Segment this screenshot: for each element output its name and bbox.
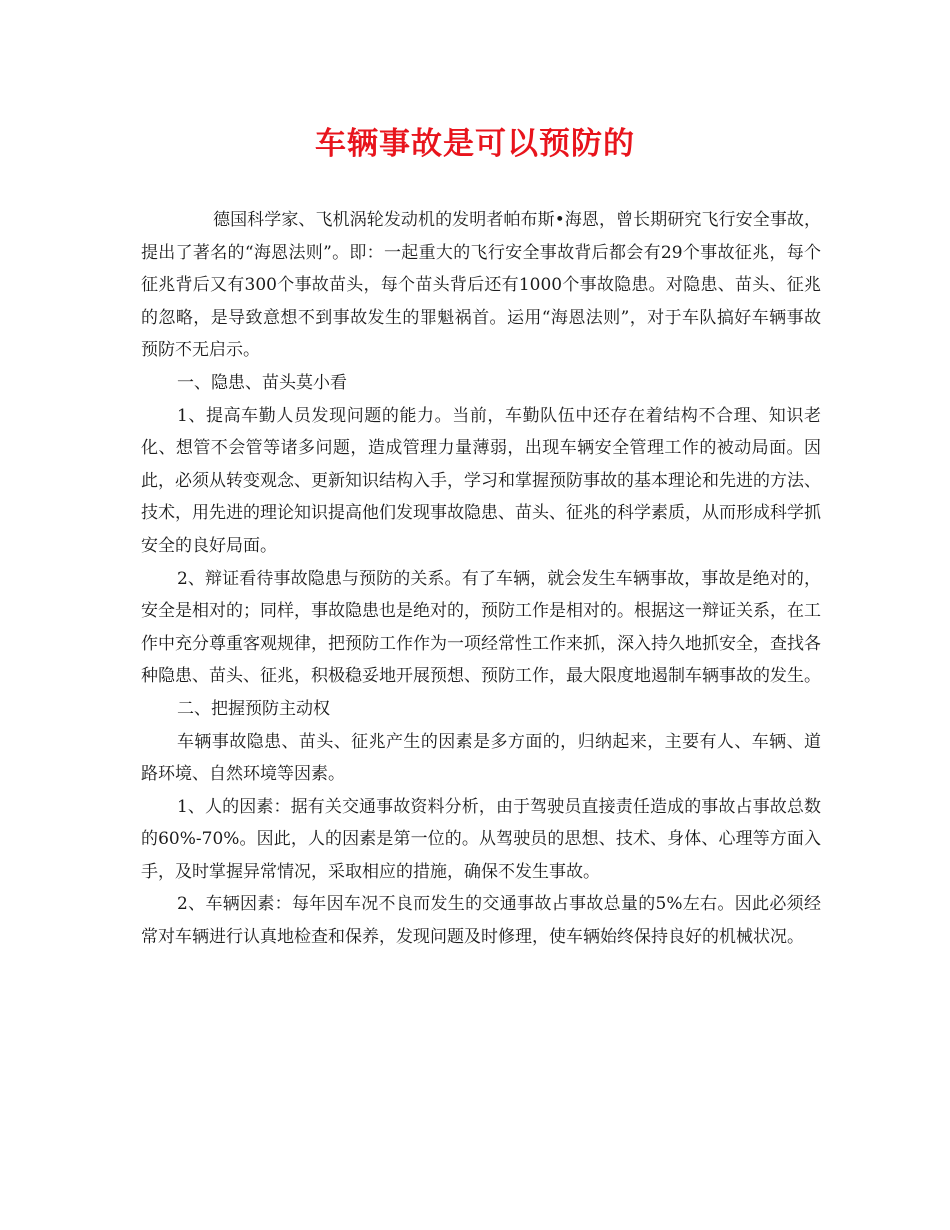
- paragraph-2-2: 2、车辆因素：每年因车况不良而发生的交通事故占事故总量的5%左右。因此必须经常对车辆进行认真地检查和保养，发现问题及时修理，使车辆始终保持良好的机械状况。: [141, 894, 821, 948]
- section-heading-1: 一、隐患、苗头莫小看: [177, 372, 347, 393]
- document-body: [141, 204, 821, 954]
- paragraph-1-2: 2、辩证看待事故隐患与预防的关系。有了车辆，就会发生车辆事故，事故是绝对的，安全是相对的；同样，事故隐患也是绝对的，预防工作是相对的。根据这一辩证关系，在工作中充分尊重客观规律，把预防工作作为一项经常性工作来抓，深入持久地抓安全，查找各种隐患、苗头、征兆，积极稳妥地开展预想、预防工作，最大限度地遏制车辆事故的发生。: [141, 568, 821, 687]
- paragraph-2-intro: 车辆事故隐患、苗头、征兆产生的因素是多方面的，归纳起来，主要有人、车辆、道路环境、自然环境等因素。: [141, 731, 821, 785]
- paragraph-2-1: 1、人的因素：据有关交通事故资料分析，由于驾驶员直接责任造成的事故占事故总数的60%-70%。因此，人的因素是第一位的。从驾驶员的思想、技术、身体、心理等方面入手，及时掌握异常情况，采取相应的措施，确保不发生事故。: [141, 796, 821, 882]
- section-heading-2: 二、把握预防主动权: [177, 698, 330, 719]
- paragraph-intro: 德国科学家、飞机涡轮发动机的发明者帕布斯•海恩，曾长期研究飞行安全事故，提出了著名的“海恩法则”。即：一起重大的飞行安全事故背后都会有29个事故征兆，每个征兆背后又有300个事故苗头，每个苗头背后还有1000个事故隐患。对隐患、苗头、征兆的忽略，是导致意想不到事故发生的罪魁祸首。运用“海恩法则”，对于车队搞好车辆事故预防不无启示。: [141, 210, 821, 361]
- document-title: 车辆事故是可以预防的: [315, 126, 635, 162]
- paragraph-1-1: 1、提高车勤人员发现问题的能力。当前，车勤队伍中还存在着结构不合理、知识老化、想管不会管等诸多问题，造成管理力量薄弱，出现车辆安全管理工作的被动局面。因此，必须从转变观念、更新知识结构入手，学习和掌握预防事故的基本理论和先进的方法、技术，用先进的理论知识提高他们发现事故隐患、苗头、征兆的科学素质，从而形成科学抓安全的良好局面。: [141, 405, 821, 556]
